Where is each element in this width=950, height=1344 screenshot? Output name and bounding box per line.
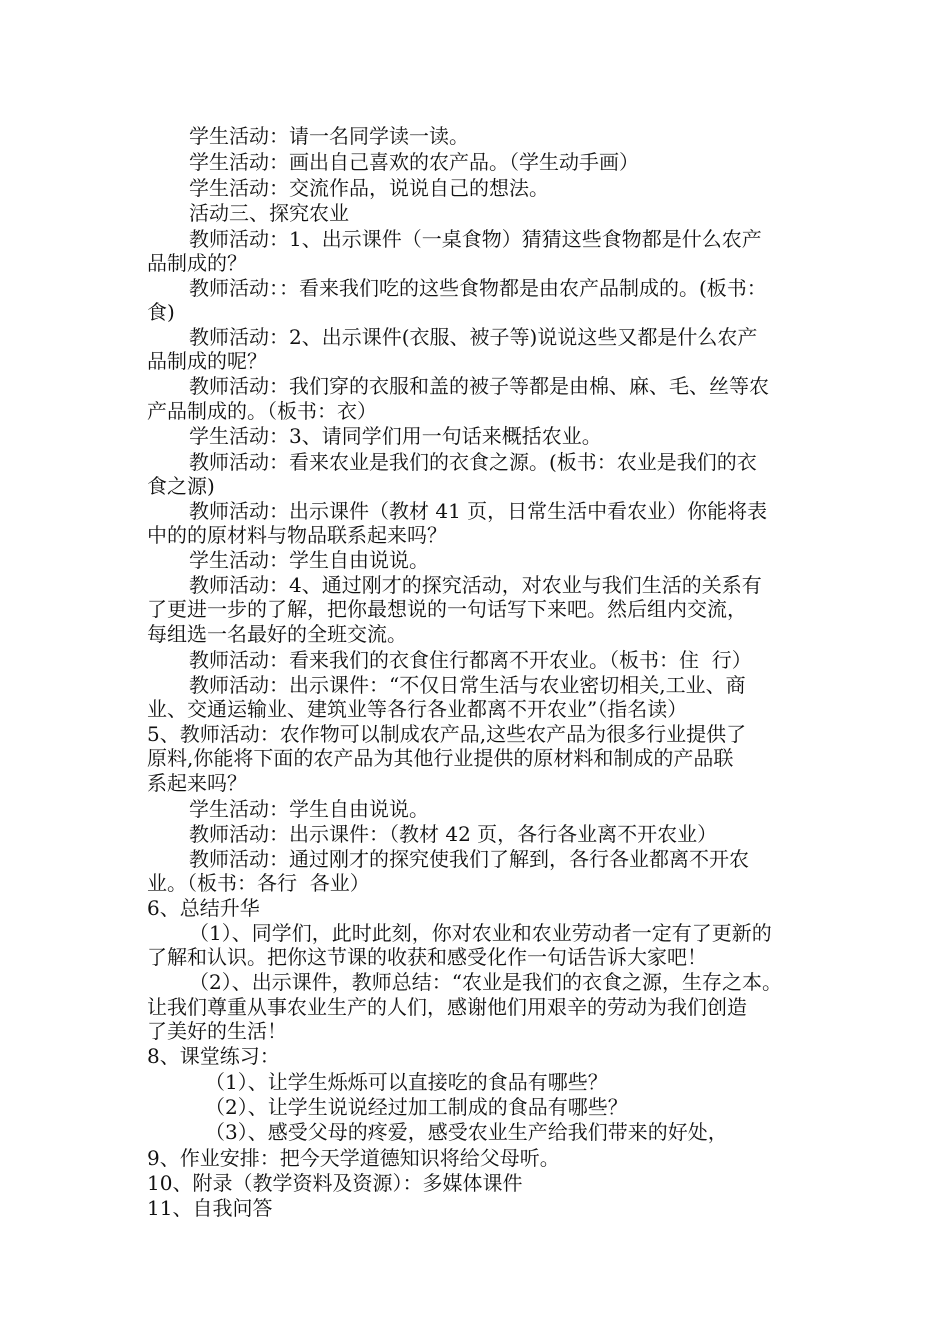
text-line: 教师活动：看来我们的衣食住行都离不开农业。（板书：住 行） <box>189 648 752 672</box>
text-line: 食之源) <box>147 474 215 498</box>
list-item: （2）、让学生说说经过加工制成的食品有哪些？ <box>205 1095 628 1119</box>
section-heading: 10、附录（教学资料及资源）：多媒体课件 <box>147 1171 523 1195</box>
text-line: 学生活动：学生自由说说。 <box>189 797 429 821</box>
text-line: 教师活动：出示课件（教材 41 页，日常生活中看农业）你能将表 <box>189 499 768 523</box>
text-line: 学生活动：交流作品，说说自己的想法。 <box>189 176 549 200</box>
text-line: 教师活动：2、出示课件(衣服、被子等)说说这些又都是什么农产 <box>189 325 758 349</box>
list-item: （3）、感受父母的疼爱，感受农业生产给我们带来的好处， <box>205 1120 728 1144</box>
text-line: 教师活动：我们穿的衣服和盖的被子等都是由棉、麻、毛、丝等农 <box>189 374 769 398</box>
text-line: 品制成的呢？ <box>147 349 267 373</box>
section-heading: 11、自我问答 <box>147 1196 273 1220</box>
text-line: 品制成的？ <box>147 251 247 275</box>
section-heading: 8、课堂练习： <box>147 1044 280 1068</box>
text-line: 产品制成的。（板书：衣） <box>147 399 377 423</box>
text-line: 教师活动：出示课件：（教材 42 页，各行各业离不开农业） <box>189 822 718 846</box>
text-line: 教师活动：出示课件：“不仅日常生活与农业密切相关,工业、商 <box>189 673 746 697</box>
text-line: 教师活动：：看来我们吃的这些食物都是由农产品制成的。(板书： <box>189 276 767 300</box>
text-line: （1）、同学们，此时此刻，你对农业和农业劳动者一定有了更新的 <box>189 921 772 945</box>
text-line: 学生活动：请一名同学读一读。 <box>189 124 469 148</box>
text-line: 食) <box>147 300 175 324</box>
text-line: 每组选一名最好的全班交流。 <box>147 622 407 646</box>
text-line: 了解和认识。把你这节课的收获和感受化作一句话告诉大家吧！ <box>147 945 707 969</box>
text-line: 让我们尊重从事农业生产的人们，感谢他们用艰辛的劳动为我们创造 <box>147 995 747 1019</box>
text-line: 原料,你能将下面的农产品为其他行业提供的原材料和制成的产品联 <box>147 746 734 770</box>
text-line: 系起来吗？ <box>147 771 247 795</box>
text-line: 教师活动：看来农业是我们的衣食之源。(板书：农业是我们的衣 <box>189 450 757 474</box>
text-line: 学生活动：画出自己喜欢的农产品。（学生动手画） <box>189 150 639 174</box>
section-heading: 9、作业安排：把今天学道德知识将给父母听。 <box>147 1146 560 1170</box>
section-heading: 6、总结升华 <box>147 896 260 920</box>
list-item: （1）、让学生烁烁可以直接吃的食品有哪些？ <box>205 1070 608 1094</box>
text-line: （2）、出示课件，教师总结：“农业是我们的衣食之源，生存之本。 <box>189 970 782 994</box>
text-line: 了美好的生活！ <box>147 1019 287 1043</box>
text-line: 学生活动：3、请同学们用一句话来概括农业。 <box>189 424 602 448</box>
text-line: 5、教师活动：农作物可以制成农产品,这些农产品为很多行业提供了 <box>147 722 747 746</box>
text-line: 业。（板书：各行 各业） <box>147 871 370 895</box>
text-line: 中的的原材料与物品联系起来吗？ <box>147 523 447 547</box>
section-heading: 活动三、探究农业 <box>189 201 349 225</box>
text-line: 教师活动：4、通过刚才的探究活动，对农业与我们生活的关系有 <box>189 573 762 597</box>
text-line: 学生活动：学生自由说说。 <box>189 548 429 572</box>
text-line: 业、交通运输业、建筑业等各行各业都离不开农业”（指名读） <box>147 697 688 721</box>
text-line: 了更进一步的了解，把你最想说的一句话写下来吧。然后组内交流， <box>147 597 747 621</box>
text-line: 教师活动：1、出示课件（一桌食物）猜猜这些食物都是什么农产 <box>189 227 762 251</box>
text-line: 教师活动：通过刚才的探究使我们了解到，各行各业都离不开农 <box>189 847 749 871</box>
